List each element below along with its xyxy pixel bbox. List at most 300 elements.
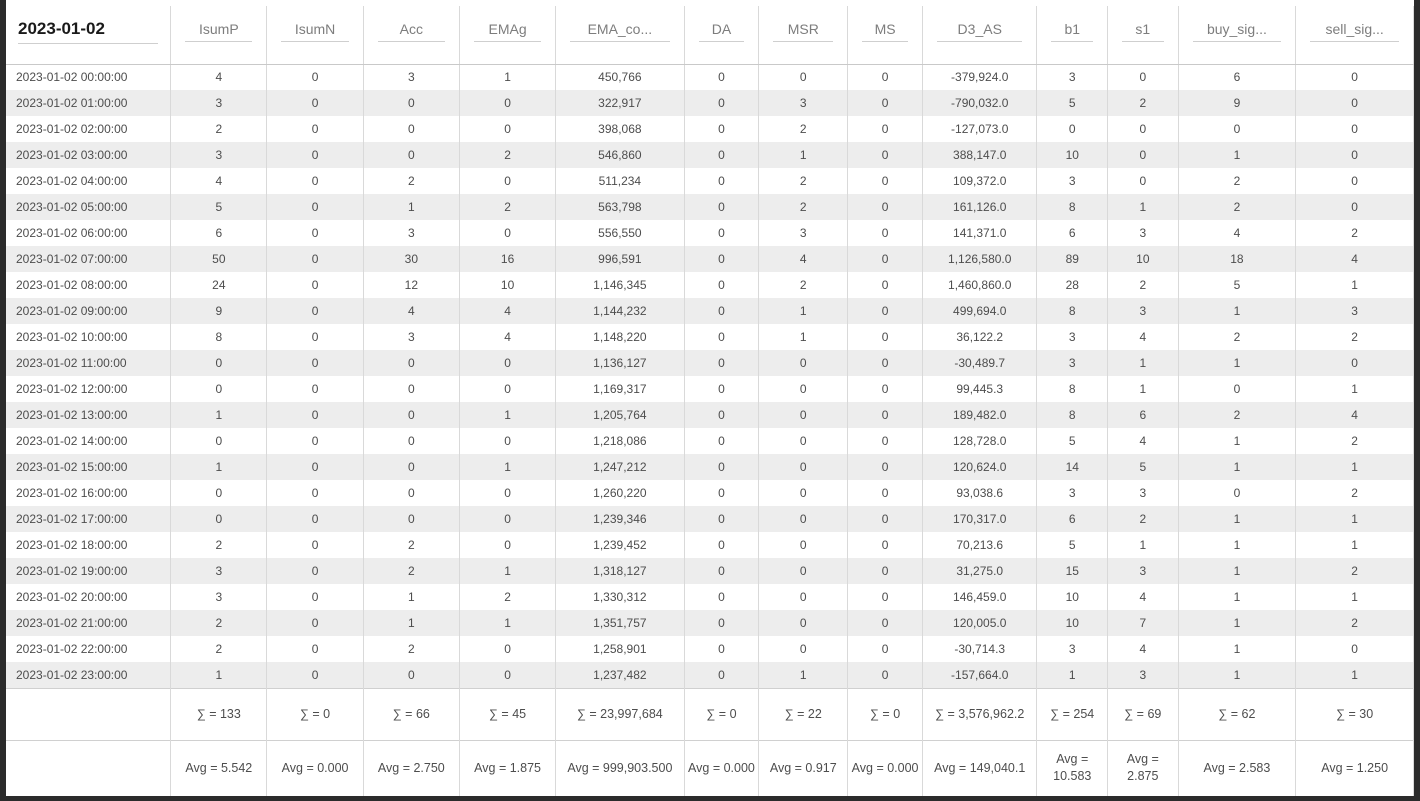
cell-acc: 2 <box>363 636 459 662</box>
cell-d3_as: 120,005.0 <box>923 610 1037 636</box>
column-header-label: s1 <box>1122 21 1164 42</box>
cell-sell_signal: 1 <box>1296 584 1414 610</box>
cell-ema_count: 1,146,345 <box>556 272 684 298</box>
cell-emag: 2 <box>459 142 555 168</box>
cell-b1: 6 <box>1037 220 1108 246</box>
cell-ms: 0 <box>848 584 923 610</box>
row-index-cell: 2023-01-02 15:00:00 <box>6 454 171 480</box>
row-index-cell: 2023-01-02 12:00:00 <box>6 376 171 402</box>
cell-b1: 28 <box>1037 272 1108 298</box>
cell-isump: 3 <box>171 90 267 116</box>
cell-d3_as: -379,924.0 <box>923 64 1037 90</box>
cell-isumn: 0 <box>267 480 363 506</box>
cell-d3_as: 93,038.6 <box>923 480 1037 506</box>
cell-s1: 6 <box>1108 402 1179 428</box>
cell-msr: 1 <box>759 324 848 350</box>
cell-b1: 89 <box>1037 246 1108 272</box>
cell-buy_signal: 1 <box>1178 584 1296 610</box>
cell-emag: 1 <box>459 454 555 480</box>
cell-acc: 2 <box>363 532 459 558</box>
cell-buy_signal: 2 <box>1178 324 1296 350</box>
cell-b1: 5 <box>1037 532 1108 558</box>
table-row[interactable] <box>6 220 1414 246</box>
avg-row-cell-msr: Avg = 0.917 <box>759 740 848 796</box>
cell-ema_count: 1,148,220 <box>556 324 684 350</box>
table-row[interactable] <box>6 142 1414 168</box>
cell-isumn: 0 <box>267 376 363 402</box>
table-row[interactable] <box>6 64 1414 90</box>
cell-s1: 1 <box>1108 532 1179 558</box>
table-body <box>6 64 1414 796</box>
row-index-cell: 2023-01-02 18:00:00 <box>6 532 171 558</box>
row-index-cell: 2023-01-02 08:00:00 <box>6 272 171 298</box>
cell-isumn: 0 <box>267 636 363 662</box>
table-row[interactable] <box>6 532 1414 558</box>
cell-da: 0 <box>684 610 759 636</box>
cell-isump: 1 <box>171 454 267 480</box>
cell-d3_as: 189,482.0 <box>923 402 1037 428</box>
table-row[interactable] <box>6 168 1414 194</box>
cell-isump: 24 <box>171 272 267 298</box>
column-header-d3-as[interactable] <box>923 6 1037 64</box>
cell-sell_signal: 0 <box>1296 168 1414 194</box>
table-row[interactable] <box>6 402 1414 428</box>
cell-da: 0 <box>684 662 759 688</box>
cell-buy_signal: 1 <box>1178 636 1296 662</box>
cell-s1: 0 <box>1108 168 1179 194</box>
cell-isump: 4 <box>171 64 267 90</box>
cell-isump: 0 <box>171 428 267 454</box>
cell-acc: 3 <box>363 64 459 90</box>
cell-ms: 0 <box>848 142 923 168</box>
table-row[interactable] <box>6 636 1414 662</box>
table-row[interactable] <box>6 116 1414 142</box>
cell-b1: 3 <box>1037 480 1108 506</box>
cell-sell_signal: 0 <box>1296 194 1414 220</box>
cell-acc: 2 <box>363 168 459 194</box>
cell-isump: 1 <box>171 662 267 688</box>
cell-isumn: 0 <box>267 506 363 532</box>
table-row[interactable] <box>6 298 1414 324</box>
cell-buy_signal: 5 <box>1178 272 1296 298</box>
cell-d3_as: 31,275.0 <box>923 558 1037 584</box>
cell-isump: 2 <box>171 116 267 142</box>
cell-emag: 0 <box>459 350 555 376</box>
column-header-isumn[interactable] <box>267 6 363 64</box>
cell-ms: 0 <box>848 454 923 480</box>
row-index-cell: 2023-01-02 04:00:00 <box>6 168 171 194</box>
cell-acc: 0 <box>363 402 459 428</box>
column-header-ema-co[interactable] <box>556 6 684 64</box>
cell-isumn: 0 <box>267 142 363 168</box>
column-header-label: EMA_co... <box>570 21 669 42</box>
cell-msr: 0 <box>759 454 848 480</box>
avg-row-cell-isump: Avg = 5.542 <box>171 740 267 796</box>
cell-ms: 0 <box>848 298 923 324</box>
column-header-isump[interactable] <box>171 6 267 64</box>
cell-ema_count: 1,218,086 <box>556 428 684 454</box>
cell-msr: 0 <box>759 636 848 662</box>
cell-sell_signal: 0 <box>1296 142 1414 168</box>
row-index-cell: 2023-01-02 05:00:00 <box>6 194 171 220</box>
cell-s1: 0 <box>1108 116 1179 142</box>
cell-sell_signal: 0 <box>1296 350 1414 376</box>
cell-da: 0 <box>684 376 759 402</box>
cell-ema_count: 1,239,452 <box>556 532 684 558</box>
cell-emag: 0 <box>459 662 555 688</box>
column-header-b1[interactable] <box>1037 6 1108 64</box>
table-row[interactable] <box>6 272 1414 298</box>
cell-sell_signal: 2 <box>1296 220 1414 246</box>
cell-ms: 0 <box>848 168 923 194</box>
row-index-cell: 2023-01-02 00:00:00 <box>6 64 171 90</box>
cell-da: 0 <box>684 428 759 454</box>
cell-da: 0 <box>684 194 759 220</box>
table-row[interactable] <box>6 662 1414 688</box>
row-index-cell: 2023-01-02 09:00:00 <box>6 298 171 324</box>
cell-ema_count: 450,766 <box>556 64 684 90</box>
sum-row-cell-acc: ∑ = 66 <box>363 688 459 740</box>
column-header-buy-sig[interactable] <box>1178 6 1296 64</box>
cell-acc: 0 <box>363 116 459 142</box>
table-row[interactable] <box>6 558 1414 584</box>
cell-ms: 0 <box>848 246 923 272</box>
column-header-msr[interactable] <box>759 6 848 64</box>
cell-msr: 3 <box>759 90 848 116</box>
table-row[interactable] <box>6 506 1414 532</box>
cell-ms: 0 <box>848 532 923 558</box>
cell-isump: 3 <box>171 584 267 610</box>
cell-sell_signal: 1 <box>1296 272 1414 298</box>
cell-b1: 8 <box>1037 402 1108 428</box>
cell-d3_as: 170,317.0 <box>923 506 1037 532</box>
cell-ema_count: 1,351,757 <box>556 610 684 636</box>
cell-isump: 3 <box>171 142 267 168</box>
column-header-label: IsumP <box>185 21 252 42</box>
row-index-cell: 2023-01-02 19:00:00 <box>6 558 171 584</box>
cell-isumn: 0 <box>267 64 363 90</box>
cell-ms: 0 <box>848 558 923 584</box>
cell-ms: 0 <box>848 272 923 298</box>
cell-emag: 0 <box>459 636 555 662</box>
cell-msr: 3 <box>759 220 848 246</box>
column-header-s1[interactable] <box>1108 6 1179 64</box>
table-row[interactable] <box>6 350 1414 376</box>
column-header-label: EMAg <box>474 21 541 42</box>
table-row[interactable] <box>6 454 1414 480</box>
cell-emag: 1 <box>459 610 555 636</box>
cell-b1: 3 <box>1037 168 1108 194</box>
column-header-label: sell_sig... <box>1310 21 1399 42</box>
cell-isumn: 0 <box>267 116 363 142</box>
header-corner-label: 2023-01-02 <box>18 19 158 44</box>
cell-emag: 2 <box>459 194 555 220</box>
header-corner-date <box>6 6 171 64</box>
column-header-da[interactable] <box>684 6 759 64</box>
cell-msr: 0 <box>759 402 848 428</box>
cell-ema_count: 1,258,901 <box>556 636 684 662</box>
cell-buy_signal: 9 <box>1178 90 1296 116</box>
cell-s1: 3 <box>1108 298 1179 324</box>
cell-msr: 0 <box>759 506 848 532</box>
cell-acc: 1 <box>363 194 459 220</box>
avg-row-cell-emag: Avg = 1.875 <box>459 740 555 796</box>
cell-emag: 0 <box>459 168 555 194</box>
data-table <box>6 6 1414 796</box>
cell-acc: 0 <box>363 142 459 168</box>
cell-ms: 0 <box>848 350 923 376</box>
cell-s1: 3 <box>1108 558 1179 584</box>
cell-msr: 0 <box>759 584 848 610</box>
cell-ms: 0 <box>848 402 923 428</box>
cell-sell_signal: 1 <box>1296 532 1414 558</box>
cell-d3_as: -30,714.3 <box>923 636 1037 662</box>
avg-row-cell-buy_signal: Avg = 2.583 <box>1178 740 1296 796</box>
cell-ms: 0 <box>848 428 923 454</box>
row-index-cell: 2023-01-02 17:00:00 <box>6 506 171 532</box>
cell-s1: 2 <box>1108 506 1179 532</box>
cell-msr: 0 <box>759 532 848 558</box>
cell-acc: 1 <box>363 610 459 636</box>
sum-row-cell-isumn: ∑ = 0 <box>267 688 363 740</box>
cell-isump: 4 <box>171 168 267 194</box>
cell-da: 0 <box>684 168 759 194</box>
cell-msr: 1 <box>759 142 848 168</box>
cell-b1: 6 <box>1037 506 1108 532</box>
cell-buy_signal: 0 <box>1178 116 1296 142</box>
header-row <box>6 6 1414 64</box>
cell-msr: 0 <box>759 558 848 584</box>
cell-da: 0 <box>684 506 759 532</box>
cell-acc: 0 <box>363 506 459 532</box>
column-header-sell-sig[interactable] <box>1296 6 1414 64</box>
cell-msr: 0 <box>759 480 848 506</box>
cell-isump: 6 <box>171 220 267 246</box>
cell-da: 0 <box>684 532 759 558</box>
cell-b1: 3 <box>1037 636 1108 662</box>
cell-ms: 0 <box>848 610 923 636</box>
cell-msr: 4 <box>759 246 848 272</box>
cell-msr: 2 <box>759 168 848 194</box>
cell-da: 0 <box>684 298 759 324</box>
cell-buy_signal: 1 <box>1178 350 1296 376</box>
cell-emag: 0 <box>459 480 555 506</box>
sum-row-cell-b1: ∑ = 254 <box>1037 688 1108 740</box>
cell-isumn: 0 <box>267 454 363 480</box>
cell-isumn: 0 <box>267 532 363 558</box>
cell-b1: 15 <box>1037 558 1108 584</box>
cell-b1: 8 <box>1037 376 1108 402</box>
avg-row <box>6 740 1414 796</box>
avg-row-cell-ema_count: Avg = 999,903.500 <box>556 740 684 796</box>
cell-b1: 3 <box>1037 350 1108 376</box>
cell-ema_count: 1,136,127 <box>556 350 684 376</box>
cell-acc: 0 <box>363 480 459 506</box>
cell-emag: 2 <box>459 584 555 610</box>
cell-ema_count: 1,318,127 <box>556 558 684 584</box>
cell-b1: 3 <box>1037 64 1108 90</box>
cell-isumn: 0 <box>267 90 363 116</box>
cell-d3_as: -127,073.0 <box>923 116 1037 142</box>
cell-s1: 1 <box>1108 194 1179 220</box>
cell-buy_signal: 1 <box>1178 428 1296 454</box>
table-row[interactable] <box>6 90 1414 116</box>
cell-msr: 2 <box>759 194 848 220</box>
row-index-cell: 2023-01-02 06:00:00 <box>6 220 171 246</box>
cell-buy_signal: 6 <box>1178 64 1296 90</box>
cell-s1: 4 <box>1108 636 1179 662</box>
column-header-ms[interactable] <box>848 6 923 64</box>
cell-ema_count: 1,237,482 <box>556 662 684 688</box>
cell-isumn: 0 <box>267 610 363 636</box>
avg-row-cell-acc: Avg = 2.750 <box>363 740 459 796</box>
column-header-acc[interactable] <box>363 6 459 64</box>
cell-sell_signal: 2 <box>1296 558 1414 584</box>
cell-isump: 8 <box>171 324 267 350</box>
table-row[interactable] <box>6 324 1414 350</box>
cell-da: 0 <box>684 90 759 116</box>
cell-da: 0 <box>684 636 759 662</box>
avg-row-cell-d3_as: Avg = 149,040.1 <box>923 740 1037 796</box>
cell-msr: 0 <box>759 350 848 376</box>
cell-isumn: 0 <box>267 584 363 610</box>
cell-b1: 8 <box>1037 298 1108 324</box>
cell-s1: 1 <box>1108 376 1179 402</box>
cell-ema_count: 398,068 <box>556 116 684 142</box>
table-row[interactable] <box>6 480 1414 506</box>
cell-sell_signal: 1 <box>1296 506 1414 532</box>
cell-emag: 0 <box>459 376 555 402</box>
cell-da: 0 <box>684 142 759 168</box>
cell-isumn: 0 <box>267 402 363 428</box>
cell-d3_as: 146,459.0 <box>923 584 1037 610</box>
row-index-cell <box>6 740 171 796</box>
cell-d3_as: 499,694.0 <box>923 298 1037 324</box>
cell-buy_signal: 2 <box>1178 168 1296 194</box>
cell-msr: 1 <box>759 662 848 688</box>
cell-ema_count: 1,205,764 <box>556 402 684 428</box>
column-header-label: Acc <box>378 21 445 42</box>
cell-isump: 50 <box>171 246 267 272</box>
cell-emag: 1 <box>459 402 555 428</box>
cell-ema_count: 546,860 <box>556 142 684 168</box>
column-header-label: D3_AS <box>937 21 1022 42</box>
cell-sell_signal: 4 <box>1296 246 1414 272</box>
table-row[interactable] <box>6 584 1414 610</box>
cell-s1: 4 <box>1108 428 1179 454</box>
cell-buy_signal: 1 <box>1178 454 1296 480</box>
row-index-cell: 2023-01-02 03:00:00 <box>6 142 171 168</box>
row-index-cell: 2023-01-02 02:00:00 <box>6 116 171 142</box>
cell-msr: 0 <box>759 428 848 454</box>
cell-ema_count: 996,591 <box>556 246 684 272</box>
cell-da: 0 <box>684 64 759 90</box>
column-header-emag[interactable] <box>459 6 555 64</box>
cell-acc: 3 <box>363 324 459 350</box>
row-index-cell: 2023-01-02 13:00:00 <box>6 402 171 428</box>
cell-ema_count: 563,798 <box>556 194 684 220</box>
cell-s1: 2 <box>1108 90 1179 116</box>
cell-sell_signal: 1 <box>1296 376 1414 402</box>
cell-ema_count: 1,169,317 <box>556 376 684 402</box>
avg-row-cell-sell_signal: Avg = 1.250 <box>1296 740 1414 796</box>
cell-ms: 0 <box>848 506 923 532</box>
cell-d3_as: 70,213.6 <box>923 532 1037 558</box>
cell-isumn: 0 <box>267 324 363 350</box>
table-row[interactable] <box>6 610 1414 636</box>
data-table-frame <box>6 6 1414 796</box>
cell-isumn: 0 <box>267 246 363 272</box>
sum-row <box>6 688 1414 740</box>
cell-isump: 9 <box>171 298 267 324</box>
cell-isumn: 0 <box>267 298 363 324</box>
table-row[interactable] <box>6 428 1414 454</box>
cell-buy_signal: 1 <box>1178 662 1296 688</box>
cell-acc: 2 <box>363 558 459 584</box>
table-header <box>6 6 1414 64</box>
row-index-cell: 2023-01-02 23:00:00 <box>6 662 171 688</box>
cell-acc: 0 <box>363 350 459 376</box>
sum-row-cell-emag: ∑ = 45 <box>459 688 555 740</box>
cell-ms: 0 <box>848 64 923 90</box>
cell-buy_signal: 0 <box>1178 376 1296 402</box>
cell-d3_as: 1,126,580.0 <box>923 246 1037 272</box>
sum-row-cell-msr: ∑ = 22 <box>759 688 848 740</box>
cell-acc: 1 <box>363 584 459 610</box>
cell-da: 0 <box>684 454 759 480</box>
cell-da: 0 <box>684 350 759 376</box>
cell-acc: 0 <box>363 376 459 402</box>
cell-ms: 0 <box>848 376 923 402</box>
avg-row-cell-b1: Avg = 10.583 <box>1037 740 1108 796</box>
cell-buy_signal: 0 <box>1178 480 1296 506</box>
sum-row-cell-ema_count: ∑ = 23,997,684 <box>556 688 684 740</box>
cell-ema_count: 511,234 <box>556 168 684 194</box>
table-row[interactable] <box>6 376 1414 402</box>
cell-ms: 0 <box>848 116 923 142</box>
cell-ms: 0 <box>848 324 923 350</box>
cell-da: 0 <box>684 324 759 350</box>
cell-msr: 0 <box>759 610 848 636</box>
cell-buy_signal: 1 <box>1178 506 1296 532</box>
cell-ema_count: 1,260,220 <box>556 480 684 506</box>
cell-emag: 4 <box>459 298 555 324</box>
cell-s1: 2 <box>1108 272 1179 298</box>
cell-emag: 1 <box>459 64 555 90</box>
cell-da: 0 <box>684 246 759 272</box>
cell-isumn: 0 <box>267 350 363 376</box>
row-index-cell: 2023-01-02 11:00:00 <box>6 350 171 376</box>
cell-acc: 30 <box>363 246 459 272</box>
column-header-label: IsumN <box>281 21 348 42</box>
cell-d3_as: 161,126.0 <box>923 194 1037 220</box>
cell-sell_signal: 0 <box>1296 636 1414 662</box>
table-row[interactable] <box>6 194 1414 220</box>
cell-acc: 0 <box>363 454 459 480</box>
sum-row-cell-sell_signal: ∑ = 30 <box>1296 688 1414 740</box>
cell-emag: 0 <box>459 532 555 558</box>
cell-isumn: 0 <box>267 168 363 194</box>
cell-b1: 14 <box>1037 454 1108 480</box>
cell-sell_signal: 1 <box>1296 454 1414 480</box>
row-index-cell: 2023-01-02 20:00:00 <box>6 584 171 610</box>
table-row[interactable] <box>6 246 1414 272</box>
cell-isump: 2 <box>171 532 267 558</box>
cell-ema_count: 322,917 <box>556 90 684 116</box>
cell-da: 0 <box>684 480 759 506</box>
cell-ms: 0 <box>848 220 923 246</box>
cell-emag: 10 <box>459 272 555 298</box>
